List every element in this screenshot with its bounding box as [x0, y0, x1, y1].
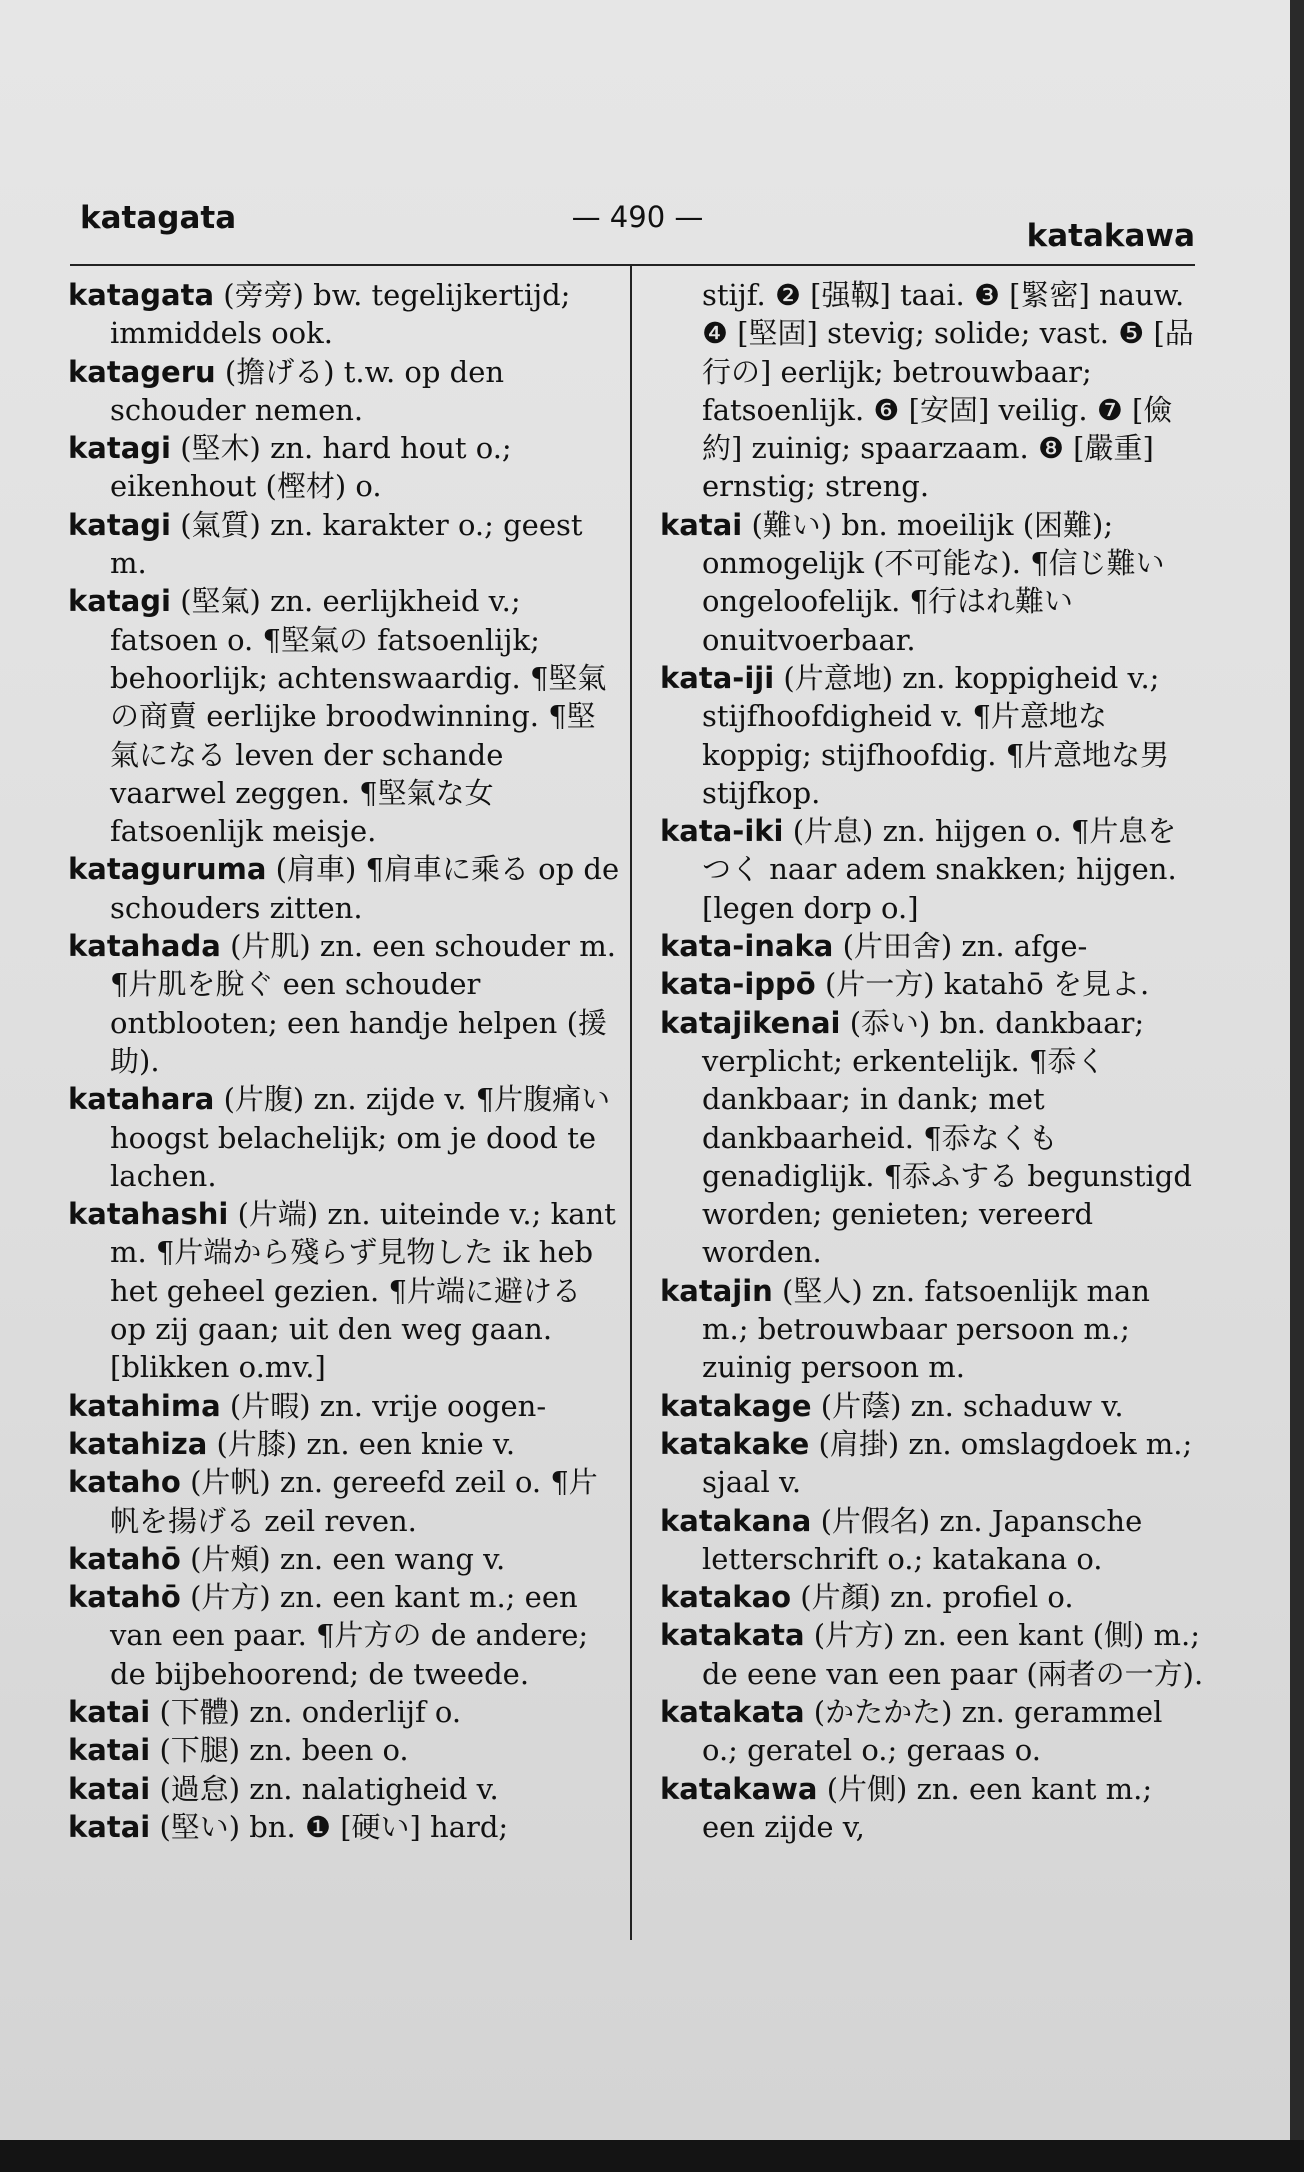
running-head [80, 200, 1195, 260]
entry-headword: katageru [68, 354, 216, 389]
entry-headword: katajin [660, 1273, 773, 1308]
entry-body: (かたかた) zn. gerammel o.; geratel o.; geraas o. [702, 1694, 1163, 1768]
entry-headword: katahiza [68, 1426, 208, 1461]
header-rule [70, 264, 1195, 266]
entry-body: (片意地) zn. koppigheid v.; stijfhoofdigheid v. ¶片意地な koppig; stijfhoofdig. ¶片意地な男 stijfkop. [702, 660, 1170, 810]
entry-body: (片頰) zn. een wang v. [190, 1541, 506, 1576]
dictionary-entry [660, 1693, 1205, 1770]
entry-body: (堅い) bn. ❶ [硬い] hard; [159, 1809, 509, 1844]
dictionary-entry [660, 506, 1205, 659]
entry-headword: katakawa [660, 1771, 818, 1806]
entry-body: (肩掛) zn. omslagdoek m.; sjaal v. [702, 1426, 1193, 1500]
dictionary-entry [68, 1578, 620, 1693]
dictionary-entry [660, 1004, 1205, 1272]
entry-body: (片田舍) zn. afge- [842, 929, 1088, 964]
entry-body: stijf. ❷ [强靱] taai. ❸ [緊密] nauw. ❹ [堅固] stevig; solide; vast. ❺ [品行の] eerlijk; betrouwbaar; fatsoenlijk. ❻ [安固] veilig. ❼ [儉約] zuinig; spaarzaam. ❽ [嚴重] ernstig; streng. [702, 278, 1194, 504]
dictionary-entry [660, 1616, 1205, 1693]
dictionary-entry [68, 1080, 620, 1195]
entry-body: (堅木) zn. hard hout o.; eikenhout (樫材) o. [110, 431, 512, 504]
entry-headword: katakao [660, 1580, 792, 1615]
dictionary-entry [660, 1425, 1205, 1502]
entry-body: (擔げる) t.w. op den schouder nemen. [110, 354, 505, 427]
entry-body: (片腹) zn. zijde v. ¶片腹痛い hoogst belachelijk; om je dood te lachen. [110, 1082, 611, 1193]
dictionary-entry [660, 965, 1205, 1003]
entry-headword: kata-inaka [660, 929, 834, 964]
dictionary-entry [660, 1502, 1205, 1579]
entry-body: (旁旁) bw. tegelijkertijd; immiddels ook. [110, 278, 571, 351]
entry-body: (片顏) zn. profiel o. [800, 1580, 1074, 1615]
entry-body: (片方) zn. een kant (側) m.; de eene van een paar (兩者の一方). [702, 1618, 1204, 1691]
entry-headword: katajikenai [660, 1005, 841, 1040]
entry-body: (片息) zn. hijgen o. ¶片息をつく naar adem snakken; hijgen. [legen dorp o.] [702, 814, 1177, 925]
entry-headword: katai [660, 507, 743, 542]
entry-headword: katai [68, 1809, 151, 1844]
entry-body: (過怠) zn. nalatigheid v. [159, 1771, 499, 1806]
dictionary-entry [68, 850, 620, 927]
dictionary-entry [68, 276, 620, 353]
entry-headword: katahada [68, 929, 221, 964]
entry-headword: katakata [660, 1618, 805, 1653]
dictionary-entry [68, 1731, 620, 1769]
entry-headword: katagata [68, 278, 215, 312]
entry-body: (片端) zn. uiteinde v.; kant m. ¶片端から殘らず見物した ik heb het geheel gezien. ¶片端に避ける op zij gaan; uit den weg gaan. [blikken o.mv.] [110, 1197, 616, 1385]
entry-headword: kata-iji [660, 660, 775, 695]
entry-headword: katakana [660, 1503, 812, 1538]
entry-body: (片暇) zn. vrije oogen- [229, 1388, 547, 1423]
entry-body: (片一方) katahō を見よ. [824, 967, 1150, 1002]
entry-headword: katakage [660, 1388, 812, 1423]
entry-body: (片蔭) zn. schaduw v. [820, 1388, 1124, 1423]
dictionary-entry [68, 927, 620, 1080]
dictionary-entry [68, 353, 620, 430]
entry-headword: kataho [68, 1465, 181, 1500]
dictionary-entry [68, 582, 620, 850]
entry-body: (忝い) bn. dankbaar; verplicht; erkentelijk. ¶忝く dankbaar; in dank; met dankbaarheid. ¶忝なくも genadiglijk. ¶忝ふする begunstigd worden; genieten; vereerd worden. [702, 1005, 1192, 1270]
dictionary-entry [660, 659, 1205, 812]
entry-headword: katagi [68, 431, 171, 466]
dictionary-entry [68, 1540, 620, 1578]
dictionary-entry [68, 1387, 620, 1425]
entry-headword: kataguruma [68, 852, 267, 887]
entry-continuation [660, 276, 1205, 506]
entry-headword: katakata [660, 1694, 805, 1729]
dictionary-entry [660, 927, 1205, 965]
entry-body: (片帆) zn. gereefd zeil o. ¶片帆を揚げる zeil reven. [110, 1465, 598, 1538]
entry-headword: kata-iki [660, 814, 784, 849]
dictionary-entry [68, 1770, 620, 1808]
entry-headword: katahō [68, 1580, 181, 1615]
entry-body: (氣質) zn. karakter o.; geest m. [110, 507, 583, 581]
entry-headword: kata-ippō [660, 967, 816, 1002]
entry-headword: katai [68, 1771, 151, 1806]
entry-body: (片側) zn. een kant m.; een zijde v, [702, 1771, 1153, 1844]
left-column [68, 276, 620, 1846]
entry-headword: katahashi [68, 1197, 229, 1232]
right-column [660, 276, 1205, 1846]
dictionary-entry [660, 1387, 1205, 1425]
entry-body: (堅氣) zn. eerlijkheid v.; fatsoen o. ¶堅氣の fatsoenlijk; behoorlijk; achtenswaardig. ¶堅氣の商賣 eerlijke broodwinning. ¶堅氣になる leven der schande vaarwel zeggen. ¶堅氣な女 fatsoenlijk meisje. [110, 584, 607, 849]
dictionary-entry [68, 429, 620, 506]
dictionary-entry [660, 812, 1205, 927]
dictionary-entry [68, 1425, 620, 1463]
entry-headword: katai [68, 1733, 151, 1768]
dictionary-entry [660, 1578, 1205, 1616]
scan-bottom-edge [0, 2140, 1304, 2172]
entry-headword: katagi [68, 584, 171, 619]
entry-body: (片方) zn. een kant m.; een van een paar. ¶片方の de andere; de bijbehoorend; de tweede. [110, 1580, 589, 1691]
entry-body: (肩車) ¶肩車に乘る op de schouders zitten. [110, 852, 620, 925]
page-number: — 490 — [571, 200, 704, 234]
dictionary-entry [68, 1808, 620, 1846]
entry-headword: katagi [68, 507, 171, 542]
entry-body: (片肌) zn. een schouder m. ¶片肌を脫ぐ een schouder ontblooten; een handje helpen (援助). [110, 929, 616, 1078]
entry-headword: katahima [68, 1388, 221, 1423]
dictionary-entry [68, 1693, 620, 1731]
entry-body: (堅人) zn. fatsoenlijk man m.; betrouwbaar persoon m.; zuinig persoon m. [702, 1273, 1150, 1385]
header-right-guideword: katakawa [1026, 218, 1195, 254]
dictionary-entry [68, 1463, 620, 1540]
entry-headword: katakake [660, 1426, 810, 1461]
entry-body: (難い) bn. moeilijk (困難); onmogelijk (不可能な). ¶信じ難い ongeloofelijk. ¶行はれ難い onuitvoerbaar. [702, 507, 1165, 657]
dictionary-entry [68, 1195, 620, 1386]
entry-headword: katahara [68, 1082, 215, 1117]
entry-body: (片假名) zn. Japansche letterschrift o.; katakana o. [702, 1503, 1143, 1576]
dictionary-entry [660, 1770, 1205, 1847]
entry-body: (片膝) zn. een knie v. [216, 1426, 516, 1461]
dictionary-entry [68, 506, 620, 583]
entry-headword: katahō [68, 1541, 181, 1576]
column-divider [630, 266, 632, 1940]
entry-headword: katai [68, 1694, 151, 1729]
dictionary-entry [660, 1272, 1205, 1387]
header-left-guideword: katagata [80, 200, 237, 236]
entry-body: (下腿) zn. been o. [159, 1733, 409, 1768]
entry-body: (下體) zn. onderlijf o. [159, 1694, 462, 1729]
